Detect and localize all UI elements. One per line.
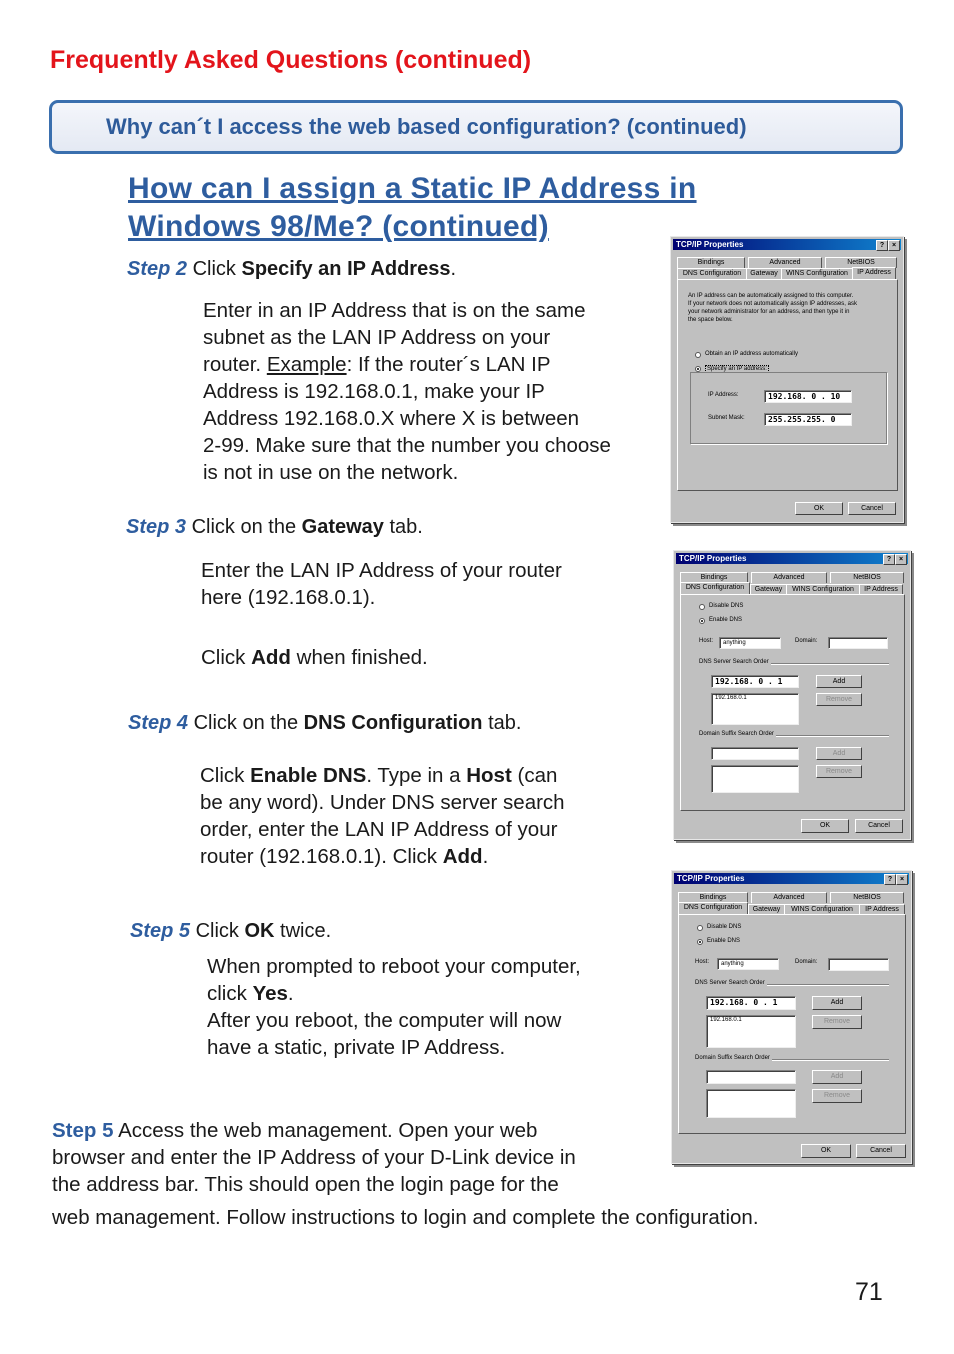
step4-line [200, 843, 640, 870]
enable-dns-label: Enable DNS [709, 617, 743, 623]
dialog-titlebar [673, 239, 901, 250]
heading-line-1: How can I assign a Static IP Address in [128, 172, 697, 205]
step5-text: Click [190, 920, 245, 942]
domain-suffix-list[interactable] [711, 765, 799, 793]
step3-label: Step 3 [126, 516, 187, 538]
subnet-mask-label: Subnet Mask: [708, 415, 745, 421]
remove-suffix-button[interactable]: Remove [812, 1089, 862, 1103]
dns-server-list[interactable]: 192.168.0.1 [706, 1015, 796, 1048]
text-run: Click [201, 646, 252, 669]
tab-wins[interactable]: WINS Configuration [784, 904, 860, 915]
desc-line: An IP address can be automatically assigned to this computer. [688, 293, 854, 299]
section-title: Frequently Asked Questions (continued) [50, 46, 532, 74]
step5b-line: the address bar. This should open the login page for the [52, 1173, 559, 1196]
text-run: click [207, 982, 253, 1005]
close-icon[interactable]: × [895, 554, 907, 565]
step5-bold: OK [244, 920, 275, 942]
text-run: : If the router´s LAN IP [346, 353, 551, 376]
tab-dns-configuration[interactable]: DNS Configuration [680, 582, 750, 595]
host-label: Host: [699, 638, 714, 644]
tab-ip-address[interactable]: IP Address [852, 267, 896, 280]
enable-dns-label: Enable DNS [707, 938, 741, 944]
help-icon[interactable]: ? [883, 554, 895, 565]
tcpip-dialog-ip [670, 236, 904, 523]
dialog-panel [677, 279, 898, 491]
close-icon[interactable]: × [888, 240, 900, 251]
step4-label: Step 4 [128, 712, 189, 734]
step5-line: have a static, private IP Address. [207, 1036, 506, 1059]
help-icon[interactable]: ? [876, 240, 888, 251]
tab-advanced[interactable]: Advanced [748, 257, 822, 268]
ok-button[interactable]: OK [795, 502, 843, 515]
text-run-bold: Host [466, 764, 512, 787]
step5b-last-line: web management. Follow instructions to login and complete the configuration. [52, 1206, 759, 1229]
help-icon[interactable]: ? [884, 874, 896, 885]
step5-label: Step 5 [130, 920, 191, 942]
step2-line [203, 351, 663, 378]
dialog-titlebar [674, 873, 909, 884]
step4-bold: DNS Configuration [303, 712, 483, 734]
ok-button[interactable]: OK [801, 819, 849, 833]
step2-paragraph [203, 297, 663, 486]
tab-advanced[interactable]: Advanced [751, 892, 827, 903]
text-run: . [287, 982, 294, 1005]
obtain-auto-radio[interactable] [695, 352, 701, 358]
text-run-bold: Add [442, 845, 483, 868]
text-run: . [482, 845, 489, 868]
page-number: 71 [855, 1278, 883, 1306]
step2-line: 2-99. Make sure that the number you choose [203, 434, 611, 457]
example-underlined: Example [266, 353, 347, 376]
domain-field[interactable] [828, 958, 889, 971]
desc-line: If your network does not automatically assign IP addresses, ask [688, 301, 857, 307]
heading-line-2: Windows 98/Me? (continued) [128, 210, 549, 243]
tab-dns-configuration[interactable]: DNS Configuration [678, 902, 748, 915]
tab-wins[interactable]: WINS Configuration [781, 268, 853, 279]
ip-group [690, 372, 887, 444]
step5-ok-heading [130, 920, 331, 943]
question-text: Why can´t I access the web based configuration? (continued) [106, 114, 747, 139]
host-label: Host: [695, 959, 710, 965]
ip-address-field[interactable]: 192.168. 0 . 10 [764, 390, 852, 403]
step5-line [207, 980, 647, 1007]
step4-line: be any word). Under DNS server search [200, 791, 565, 814]
text-run-bold: Enable DNS [250, 764, 367, 787]
tab-wins[interactable]: WINS Configuration [786, 584, 860, 595]
cancel-button[interactable]: Cancel [848, 502, 896, 515]
text-run: . Type in a [366, 764, 467, 787]
cancel-button[interactable]: Cancel [855, 819, 903, 833]
step5b-line: browser and enter the IP Address of your D-Link device in [52, 1146, 576, 1169]
dns-server-field[interactable]: 192.168. 0 . 1 [711, 675, 799, 688]
add-dns-server-button[interactable]: Add [816, 675, 862, 688]
text-run-bold: Yes [252, 982, 288, 1005]
step5-line: When prompted to reboot your computer, [207, 955, 581, 978]
dns-server-list[interactable]: 192.168.0.1 [711, 693, 799, 725]
disable-dns-radio[interactable] [697, 925, 703, 931]
domain-suffix-order-label: Domain Suffix Search Order [695, 1055, 770, 1061]
dialog-title: TCP/IP Properties [677, 874, 745, 883]
ip-description [688, 292, 857, 324]
step5-web-paragraph [52, 1117, 652, 1198]
step2-line: Enter in an IP Address that is on the same [203, 299, 586, 322]
specify-ip-label: Specify an IP address: [707, 366, 767, 372]
step2-heading [127, 258, 456, 281]
domain-suffix-field[interactable] [706, 1070, 796, 1084]
tab-netbios[interactable]: NetBIOS [825, 257, 897, 268]
dns-server-order-label: DNS Server Search Order [699, 659, 769, 665]
tab-ip-address[interactable]: IP Address [859, 904, 905, 915]
domain-suffix-list[interactable] [706, 1089, 796, 1118]
step2-line: subnet as the LAN IP Address on your [203, 326, 551, 349]
remove-dns-server-button[interactable]: Remove [816, 693, 862, 706]
add-suffix-button[interactable]: Add [816, 747, 862, 760]
domain-suffix-field[interactable] [711, 747, 799, 760]
dns-server-field[interactable]: 192.168. 0 . 1 [706, 996, 796, 1010]
host-field[interactable]: anything [717, 958, 779, 970]
tcpip-dialog-dns-2 [671, 870, 912, 1164]
text-run: router (192.168.0.1). Click [200, 845, 443, 868]
enable-dns-radio[interactable] [699, 618, 705, 624]
ok-button[interactable]: OK [801, 1144, 851, 1158]
page-heading [128, 170, 788, 246]
add-dns-server-button[interactable]: Add [812, 996, 862, 1010]
step4-text: Click on the [188, 712, 304, 734]
step3-click-add [201, 644, 428, 671]
remove-suffix-button[interactable]: Remove [816, 765, 862, 778]
tcpip-dialog-dns-1 [673, 550, 911, 840]
tab-advanced[interactable]: Advanced [751, 572, 827, 583]
domain-label: Domain: [795, 959, 818, 965]
tab-bindings[interactable]: Bindings [677, 257, 745, 268]
close-icon[interactable]: × [896, 874, 908, 885]
step5-ok-paragraph [207, 953, 647, 1061]
desc-line: the space below. [688, 317, 733, 323]
disable-dns-radio[interactable] [699, 604, 705, 610]
step4-line [200, 762, 640, 789]
ip-address-label: IP Address: [708, 392, 739, 398]
text-run-bold: Add [251, 646, 291, 669]
step3-tail: tab. [383, 516, 423, 538]
dns-server-order-label: DNS Server Search Order [695, 980, 765, 986]
domain-label: Domain: [795, 638, 818, 644]
step3-text: Click on the [186, 516, 302, 538]
domain-field[interactable] [828, 637, 888, 649]
tab-netbios[interactable]: NetBIOS [830, 892, 904, 903]
disable-dns-label: Disable DNS [707, 924, 742, 930]
step2-text: Click [187, 258, 242, 280]
step5b-line [52, 1117, 652, 1144]
step2-line: Address 192.168.0.X where X is between [203, 407, 580, 430]
tab-netbios[interactable]: NetBIOS [830, 572, 904, 583]
tab-bindings[interactable]: Bindings [680, 572, 748, 583]
dialog-panel [678, 914, 906, 1134]
tab-gateway[interactable]: Gateway [748, 904, 785, 915]
step3-line: Enter the LAN IP Address of your router [201, 559, 562, 582]
add-suffix-button[interactable]: Add [812, 1070, 862, 1084]
dialog-title: TCP/IP Properties [679, 554, 747, 563]
step2-bold: Specify an IP Address [241, 258, 451, 280]
step3-heading [126, 516, 423, 539]
enable-dns-radio[interactable] [697, 939, 703, 945]
desc-line: your network administrator for an address, and then type it in [688, 309, 850, 315]
step2-label: Step 2 [127, 258, 188, 280]
tab-bindings[interactable]: Bindings [678, 892, 748, 903]
step2-line: Address is 192.168.0.1, make your IP [203, 380, 545, 403]
question-banner [49, 100, 903, 154]
step4-tail: tab. [482, 712, 522, 734]
dialog-titlebar [676, 553, 908, 564]
step2-line: is not in use on the network. [203, 461, 459, 484]
tab-gateway[interactable]: Gateway [750, 584, 787, 595]
step3-bold: Gateway [301, 516, 384, 538]
step3-line: here (192.168.0.1). [201, 586, 376, 609]
step4-line: order, enter the LAN IP Address of your [200, 818, 558, 841]
text-run: router. [203, 353, 267, 376]
subnet-mask-field[interactable]: 255.255.255. 0 [764, 413, 852, 426]
obtain-auto-label: Obtain an IP address automatically [705, 351, 798, 357]
cancel-button[interactable]: Cancel [856, 1144, 906, 1158]
step3-paragraph [201, 557, 641, 611]
step4-paragraph [200, 762, 640, 870]
step2-tail: . [450, 258, 457, 280]
step5-line: After you reboot, the computer will now [207, 1009, 562, 1032]
domain-suffix-order-label: Domain Suffix Search Order [699, 731, 774, 737]
disable-dns-label: Disable DNS [709, 603, 744, 609]
tab-gateway[interactable]: Gateway [746, 268, 782, 279]
text-run: when finished. [290, 646, 428, 669]
host-field[interactable]: anything [719, 637, 781, 649]
step4-heading [128, 712, 521, 735]
tab-dns-configuration[interactable]: DNS Configuration [677, 268, 747, 279]
step5-tail: twice. [274, 920, 332, 942]
remove-dns-server-button[interactable]: Remove [812, 1015, 862, 1029]
dialog-panel [680, 594, 905, 811]
text-run: (can [511, 764, 558, 787]
text-run: Access the web management. Open your web [113, 1119, 538, 1142]
step5b-label: Step 5 [52, 1119, 114, 1142]
text-run: Click [200, 764, 251, 787]
tab-ip-address[interactable]: IP Address [859, 584, 903, 595]
dialog-title: TCP/IP Properties [676, 240, 744, 249]
